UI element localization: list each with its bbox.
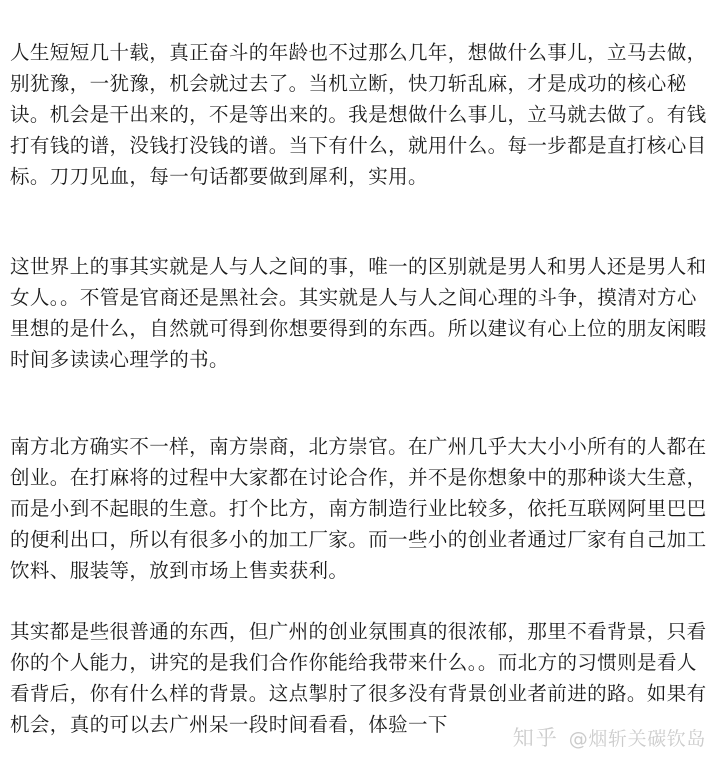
paragraph-4: 其实都是些很普通的东西，但广州的创业氛围真的很浓郁，那里不看背景，只看你的个人能力，讲究的是我们合作你能给我带来什么。。而北方的习惯则是看人看背后，你有什么样的背景。这点掣肘了很多没有背景创业者前进的路。如果有机会，真的可以去广州呆一段时间看看，体验一下 <box>10 620 707 736</box>
paragraph-2: 这世界上的事其实就是人与人之间的事，唯一的区别就是男人和男人还是男人和女人。。不管是官商还是黑社会。其实就是人与人之间心理的斗争，摸清对方心里想的是什么，自然就可得到你想要得到的东西。所以建议有心上位的朋友闲暇时间多读读心理学的书。 <box>10 255 707 371</box>
paragraph-3: 南方北方确实不一样，南方崇商，北方崇官。在广州几乎大大小小所有的人都在创业。在打麻将的过程中大家都在讨论合作，并不是你想象中的那种谈大生意，而是小到不起眼的生意。打个比方，南方制造行业比较多，依托互联网阿里巴巴的便利出口，所以有很多小的加工厂家。而一些小的创业者通过厂家有自己加工饮料、服装等，放到市场上售卖获利。 <box>10 435 707 582</box>
watermark-author: @烟斩关碳钦岛 <box>568 727 706 750</box>
paragraph-1: 人生短短几十载，真正奋斗的年龄也不过那么几年，想做什么事儿，立马去做，别犹豫，一犹豫，机会就过去了。当机立断，快刀斩乱麻，才是成功的核心秘诀。机会是干出来的，不是等出来的。我是想做什么事儿，立马就去做了。有钱打有钱的谱，没钱打没钱的谱。当下有什么，就用什么。每一步都是直打核心目标。刀刀见血，每一句话都要做到犀利，实用。 <box>10 41 707 188</box>
watermark-brand: 知乎 <box>512 726 559 750</box>
zhihu-watermark <box>513 722 706 752</box>
